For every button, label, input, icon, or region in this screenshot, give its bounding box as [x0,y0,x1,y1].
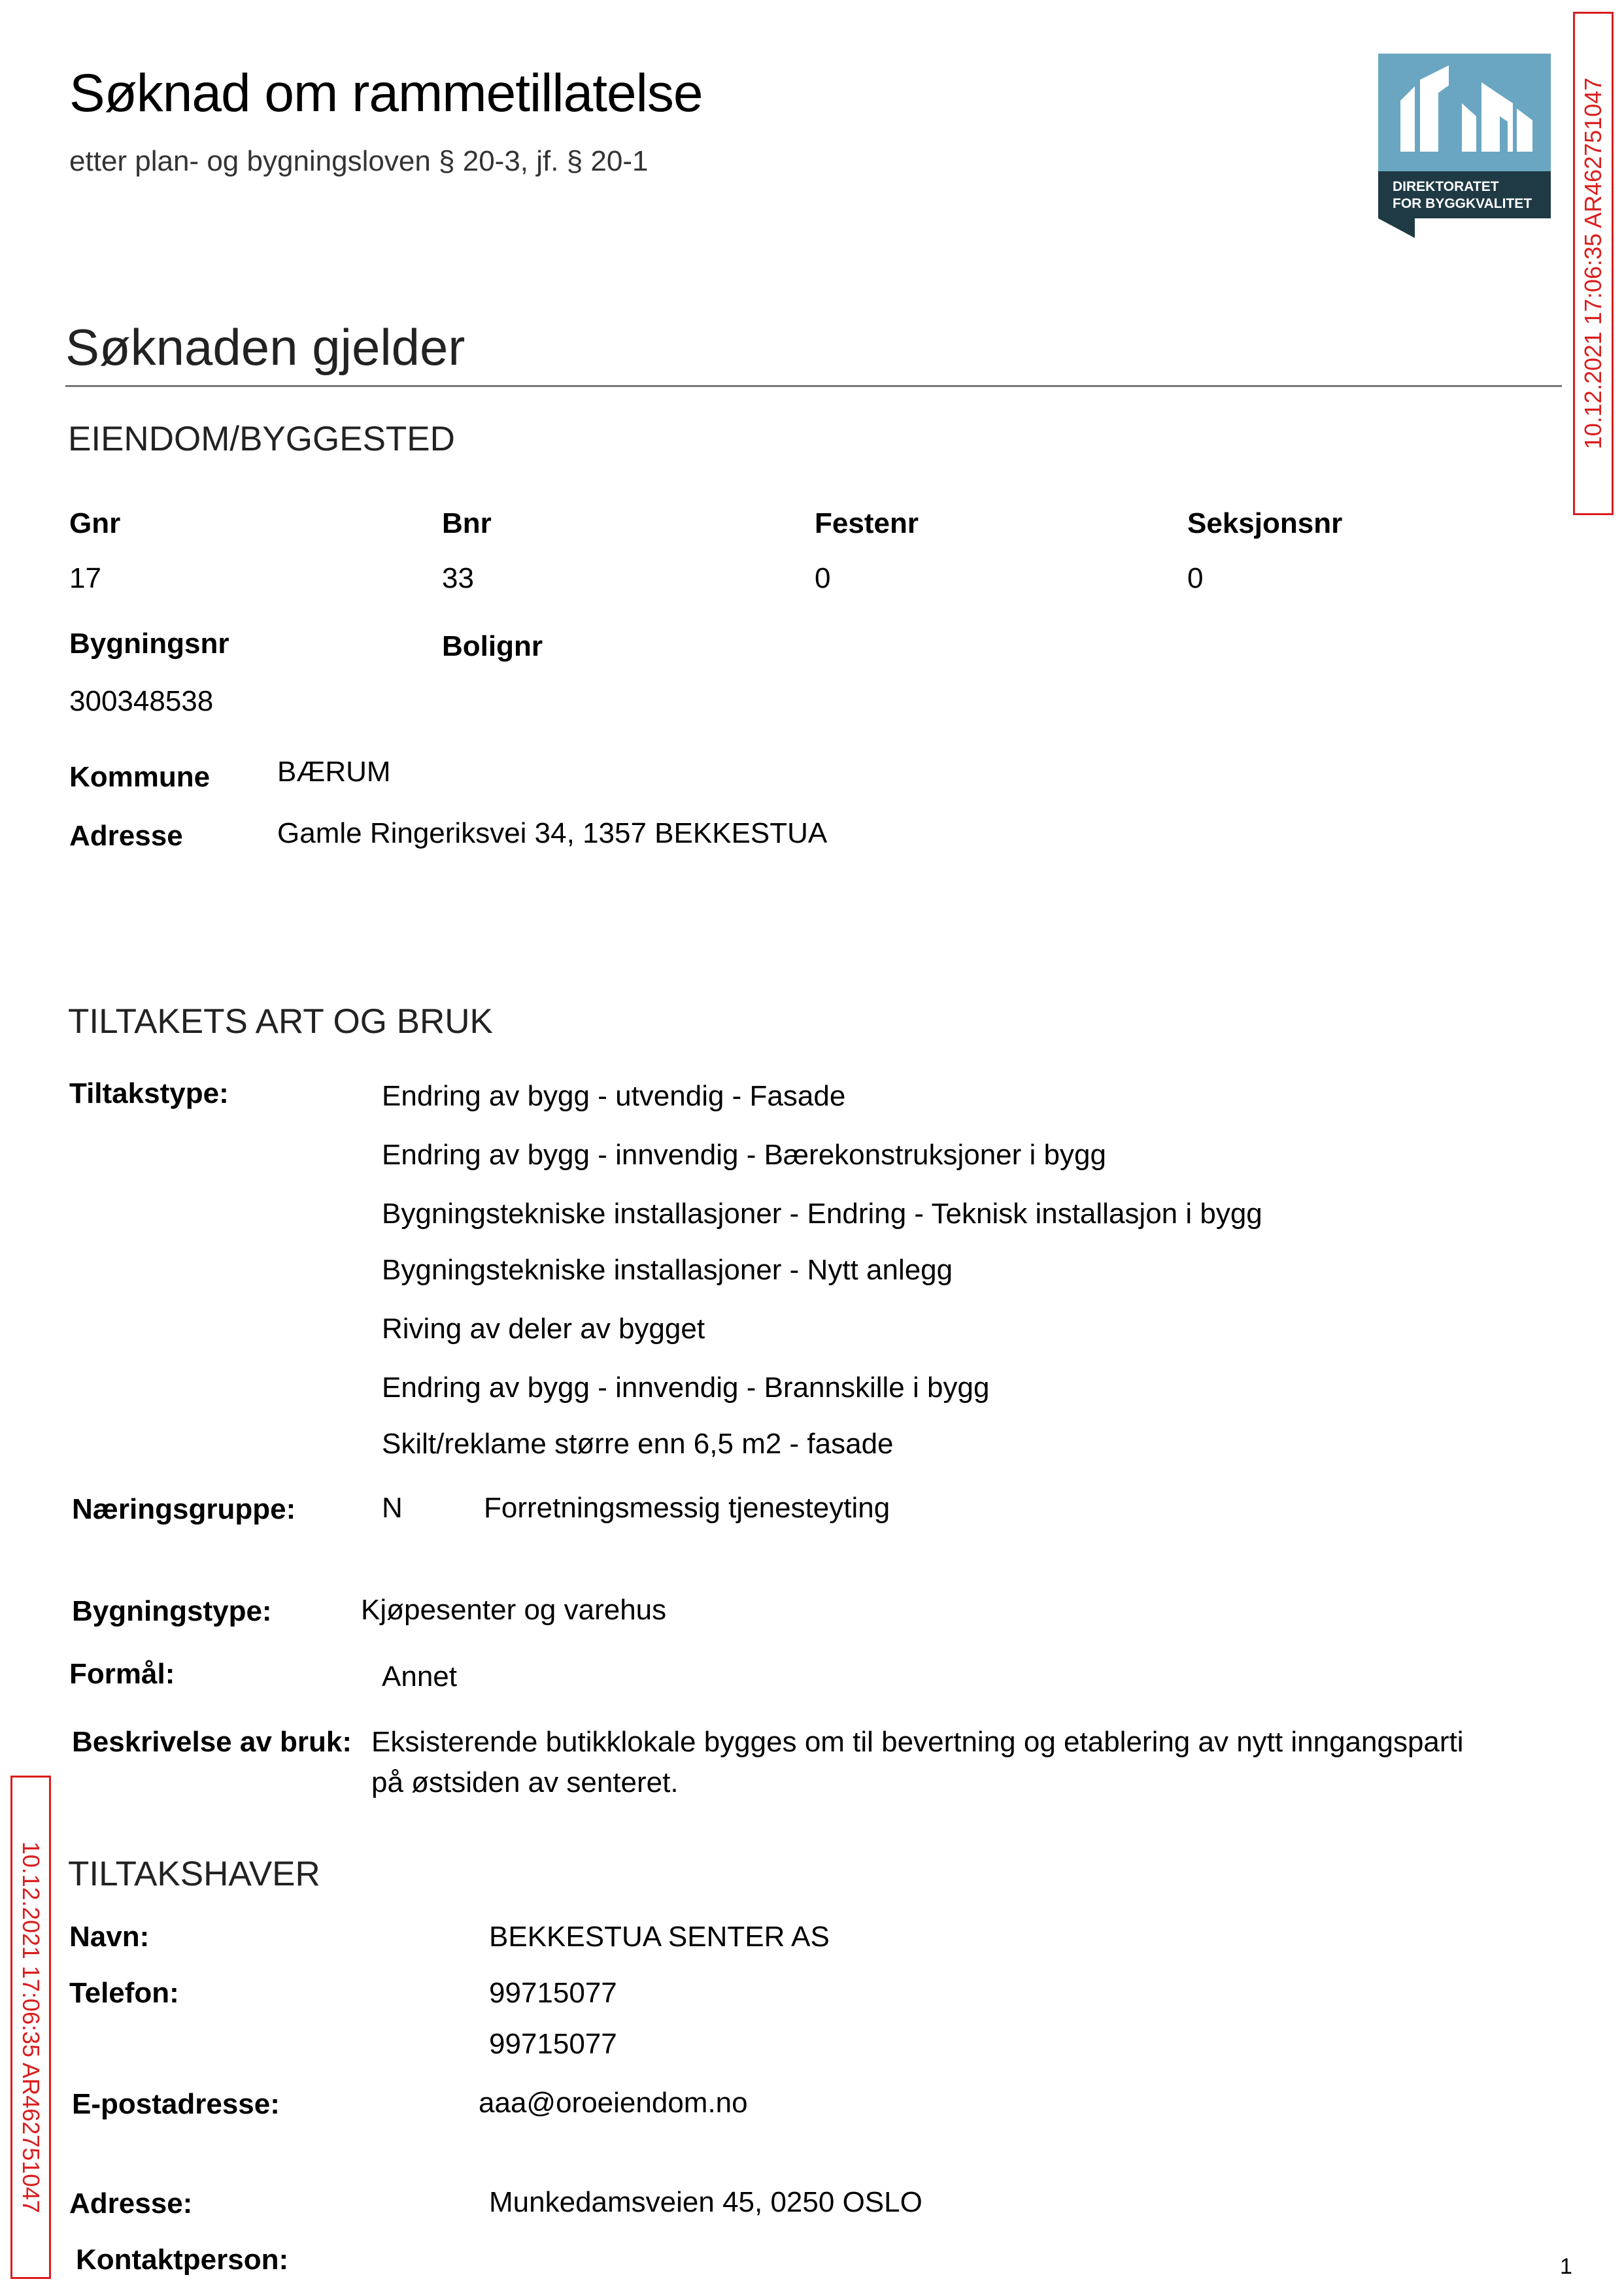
tiltakstype-item: Bygningstekniske installasjoner - Endring - Teknisk installasjon i bygg [382,1198,1262,1230]
logo-text-1: DIREKTORATET [1393,179,1499,194]
archive-stamp-text: 10.12.2021 17:06:35 AR462751047 [1580,77,1606,450]
formaal-label: Formål: [69,1658,175,1690]
archive-stamp-text: 10.12.2021 17:06:35 AR462751047 [18,1841,44,2214]
beskrivelse-label: Beskrivelse av bruk: [72,1726,352,1758]
page-title: Søknad om rammetillatelse [69,63,703,123]
th-adresse-label: Adresse: [69,2187,193,2219]
beskrivelse-line-1: Eksisterende butikklokale bygges om til bevertning og etablering av nytt inngangsparti [371,1726,1464,1758]
bygningstype-value: Kjøpesenter og varehus [361,1594,667,1626]
archive-stamp-right [1573,12,1614,515]
tiltak-heading: TILTAKETS ART OG BRUK [68,1002,493,1041]
page-subtitle: etter plan- og bygningsloven § 20-3, jf. § 20-1 [69,145,649,177]
section-divider [65,385,1562,387]
navn-value: BEKKESTUA SENTER AS [489,1921,830,1953]
kommune-label: Kommune [69,761,211,793]
naeringsgruppe-label: Næringsgruppe: [72,1493,296,1525]
tiltakstype-item: Endring av bygg - utvendig - Fasade [382,1080,846,1112]
telefon-value-1: 99715077 [489,1977,617,2009]
bygningsnr-value: 300348538 [69,685,214,717]
naeringsgruppe-value: Forretningsmessig tjenesteyting [484,1492,890,1524]
epost-label: E-postadresse: [72,2088,280,2120]
th-adresse-value: Munkedamsveien 45, 0250 OSLO [489,2186,922,2218]
seksjonsnr-label: Seksjonsnr [1187,507,1343,539]
logo-text-2: FOR BYGGKVALITET [1393,196,1532,211]
telefon-label: Telefon: [69,1977,179,2009]
adresse-label: Adresse [69,820,183,852]
bnr-label: Bnr [442,507,492,539]
kontaktperson-label: Kontaktperson: [76,2244,289,2276]
telefon-value-2: 99715077 [489,2028,617,2060]
adresse-value: Gamle Ringeriksvei 34, 1357 BEKKESTUA [277,817,828,849]
beskrivelse-line-2: på østsiden av senteret. [371,1766,679,1798]
tiltakshaver-heading: TILTAKSHAVER [68,1855,320,1893]
tiltakstype-item: Endring av bygg - innvendig - Brannskille i bygg [382,1372,990,1404]
bnr-value: 33 [442,562,474,594]
bolignr-label: Bolignr [442,630,543,662]
gnr-label: Gnr [69,507,121,539]
seksjonsnr-value: 0 [1187,562,1204,594]
tiltakstype-label: Tiltakstype: [69,1077,229,1109]
kommune-value: BÆRUM [277,756,391,788]
bygningsnr-label: Bygningsnr [69,628,229,660]
dibk-logo [1378,54,1551,238]
epost-value: aaa@oroeiendom.no [479,2087,748,2119]
tiltakstype-item: Bygningstekniske installasjoner - Nytt anlegg [382,1254,953,1286]
formaal-value: Annet [382,1661,457,1693]
bygningstype-label: Bygningstype: [72,1595,272,1627]
section-title: Søknaden gjelder [65,318,465,376]
naeringsgruppe-kode: N [382,1492,403,1524]
eiendom-heading: EIENDOM/BYGGESTED [68,420,455,458]
tiltakstype-item: Riving av deler av bygget [382,1313,705,1345]
festenr-value: 0 [815,562,831,594]
tiltakstype-item: Skilt/reklame større enn 6,5 m2 - fasade [382,1428,894,1460]
gnr-value: 17 [69,562,101,594]
tiltakstype-item: Endring av bygg - innvendig - Bærekonstruksjoner i bygg [382,1139,1106,1171]
page-number: 1 [1560,2254,1572,2279]
navn-label: Navn: [69,1921,150,1953]
festenr-label: Festenr [815,507,919,539]
archive-stamp-left [10,1776,51,2279]
